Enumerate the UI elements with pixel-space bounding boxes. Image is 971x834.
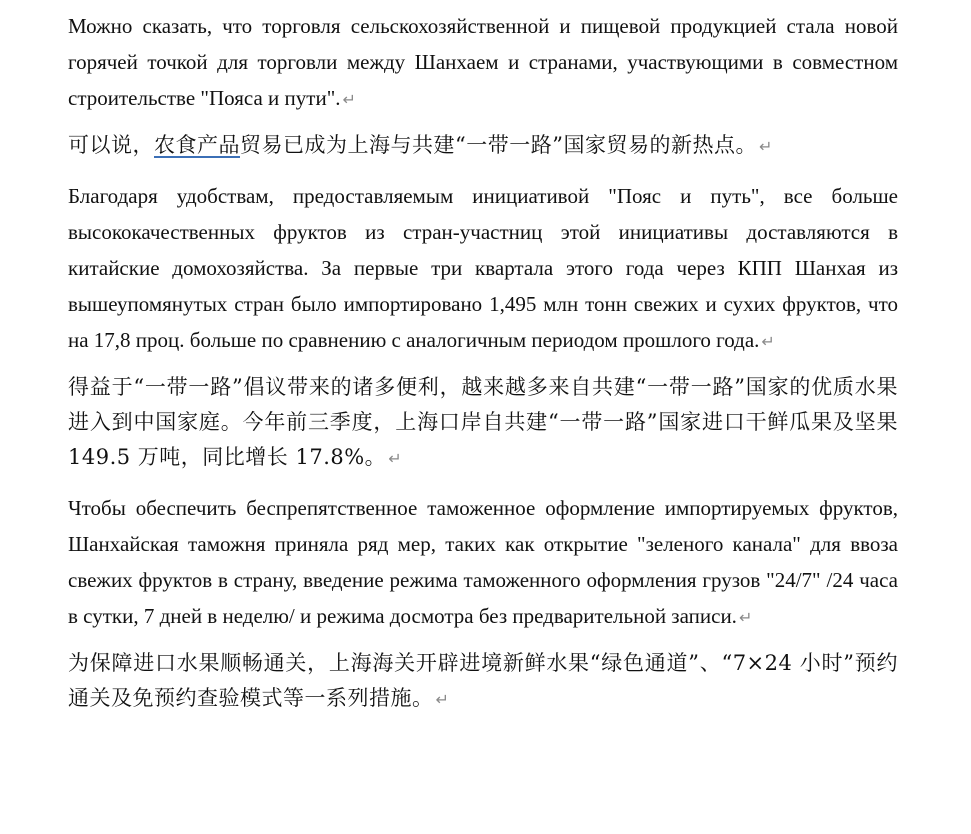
paragraph-zh-2 xyxy=(68,370,898,476)
paragraph-zh-3 xyxy=(68,646,898,717)
paragraph-text-after: 贸易已成为上海与共建“一带一路”国家贸易的新热点。 xyxy=(240,133,757,157)
paragraph-mark-icon: ↵ xyxy=(758,137,773,156)
paragraph-ru-3 xyxy=(68,490,898,636)
paragraph-mark-icon: ↵ xyxy=(342,90,356,109)
paragraph-text: Чтобы обеспечить беспрепятственное таможенное оформление импортируемых фруктов, Шанхайская таможня приняла ряд мер, таких как открытие "зеленого канала" для ввоза свежих фруктов в страну, введение режима таможенного оформления грузов "24/7" /24 часа в сутки, 7 дней в неделю/ и режима досмотра без предварительной записи. xyxy=(68,496,898,628)
paragraph-mark-icon: ↵ xyxy=(388,449,403,468)
paragraph-ru-2 xyxy=(68,178,898,360)
paragraph-zh-1 xyxy=(68,128,898,164)
paragraph-mark-icon: ↵ xyxy=(738,608,753,627)
paragraph-ru-1 xyxy=(68,8,898,118)
paragraph-mark-icon: ↵ xyxy=(435,690,450,709)
paragraph-text: Благодаря удобствам, предоставляемым инициативой "Пояс и путь", все больше высококачественных фруктов из стран-участниц этой инициативы доставляются в китайские домохозяйства. За первые три квартала этого года через КПП Шанхая из вышеупомянутых стран было импортировано 1,495 млн тонн свежих и сухих фруктов, что на 17,8 проц. больше по сравнению с аналогичным периодом прошлого года. xyxy=(68,184,898,352)
paragraph-text: 为保障进口水果顺畅通关，上海海关开辟进境新鲜水果“绿色通道”、“7×24 小时”预约通关及免预约查验模式等一系列措施。 xyxy=(68,651,898,710)
paragraph-text: Можно сказать, что торговля сельскохозяйственной и пищевой продукцией стала новой горячей точкой для торговли между Шанхаем и странами, участвующими в совместном строительстве "Пояса и пути". xyxy=(68,14,898,110)
paragraph-mark-icon: ↵ xyxy=(761,332,775,351)
paragraph-text: 得益于“一带一路”倡议带来的诸多便利，越来越多来自共建“一带一路”国家的优质水果进入到中国家庭。今年前三季度，上海口岸自共建“一带一路”国家进口干鲜瓜果及坚果 149.5 万吨，同比增长 17.8%。 xyxy=(68,375,898,469)
paragraph-text-before: 可以说， xyxy=(68,133,154,157)
underlined-term[interactable]: 农食产品 xyxy=(154,133,240,157)
document-page xyxy=(68,8,898,717)
